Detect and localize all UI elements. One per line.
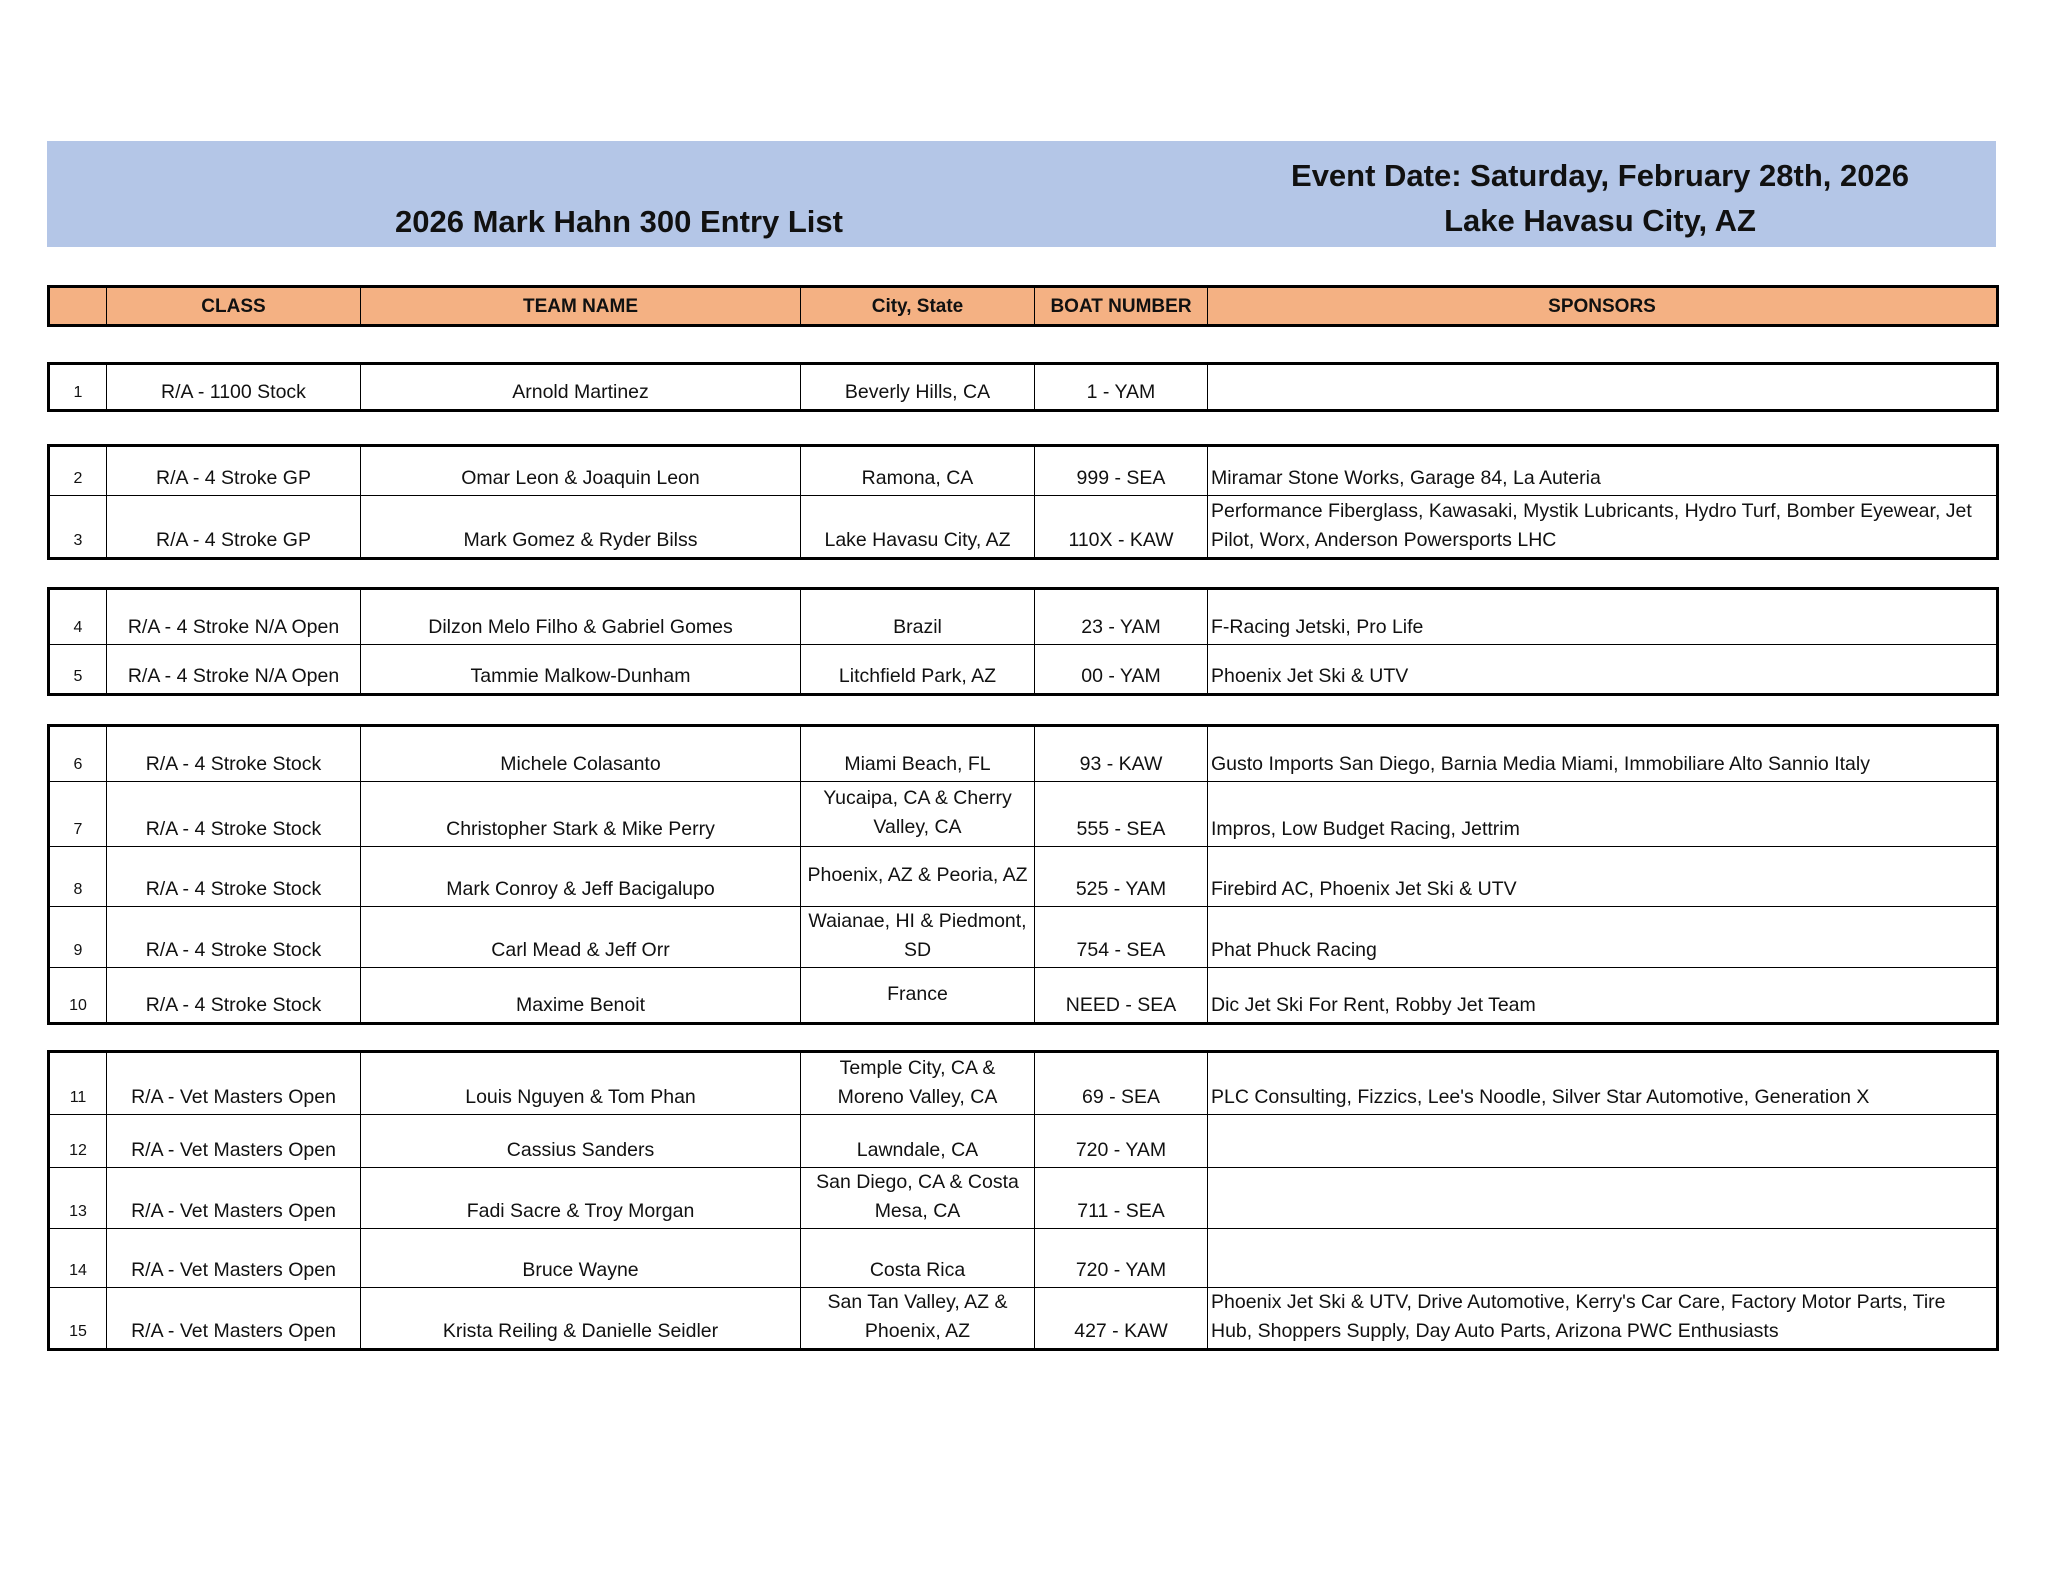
- entry-boat: 110X - KAW: [1035, 496, 1208, 559]
- entry-number: 9: [49, 907, 107, 968]
- table-row: [49, 364, 1998, 411]
- entry-boat: 23 - YAM: [1035, 589, 1208, 645]
- entry-sponsors: [1208, 364, 1998, 411]
- col-class-header: CLASS: [107, 287, 361, 326]
- entry-team: Maxime Benoit: [361, 968, 801, 1024]
- table-row: [49, 496, 1998, 559]
- entry-boat: 999 - SEA: [1035, 446, 1208, 496]
- entry-boat: 711 - SEA: [1035, 1168, 1208, 1229]
- table-row: [49, 847, 1998, 907]
- table-row: [49, 1229, 1998, 1288]
- entry-team: Krista Reiling & Danielle Seidler: [361, 1288, 801, 1350]
- entry-sponsors: PLC Consulting, Fizzics, Lee's Noodle, Silver Star Automotive, Generation X: [1208, 1052, 1998, 1115]
- entry-team: Carl Mead & Jeff Orr: [361, 907, 801, 968]
- entry-class: R/A - 4 Stroke Stock: [107, 726, 361, 782]
- entry-sponsors: Miramar Stone Works, Garage 84, La Auteria: [1208, 446, 1998, 496]
- entry-class: R/A - 4 Stroke Stock: [107, 847, 361, 907]
- entry-sponsors: Phoenix Jet Ski & UTV, Drive Automotive, Kerry's Car Care, Factory Motor Parts, Tire Hub, Shoppers Supply, Day Auto Parts, Arizona PWC Enthusiasts: [1208, 1288, 1998, 1350]
- page-title: 2026 Mark Hahn 300 Entry List: [395, 204, 843, 239]
- entry-number: 6: [49, 726, 107, 782]
- entry-number: 8: [49, 847, 107, 907]
- col-num-header: [49, 287, 107, 326]
- event-location: Lake Havasu City, AZ: [1444, 203, 1756, 238]
- entry-boat: 00 - YAM: [1035, 645, 1208, 695]
- entry-city: France: [801, 968, 1035, 1024]
- entry-team: Michele Colasanto: [361, 726, 801, 782]
- entry-class: R/A - Vet Masters Open: [107, 1115, 361, 1168]
- table-row: [49, 1288, 1998, 1350]
- table-row: [49, 968, 1998, 1024]
- entry-boat: 555 - SEA: [1035, 782, 1208, 847]
- entry-boat: 525 - YAM: [1035, 847, 1208, 907]
- entry-boat: 69 - SEA: [1035, 1052, 1208, 1115]
- table-row: [49, 907, 1998, 968]
- entry-class: R/A - Vet Masters Open: [107, 1168, 361, 1229]
- entry-number: 1: [49, 364, 107, 411]
- class-group-4-stroke-gp: [47, 444, 1999, 560]
- entry-class: R/A - Vet Masters Open: [107, 1052, 361, 1115]
- entry-team: Cassius Sanders: [361, 1115, 801, 1168]
- entry-number: 11: [49, 1052, 107, 1115]
- column-header-table: [47, 285, 1999, 327]
- event-date: Event Date: Saturday, February 28th, 2026: [1291, 158, 1909, 193]
- entry-team: Fadi Sacre & Troy Morgan: [361, 1168, 801, 1229]
- entry-number: 12: [49, 1115, 107, 1168]
- col-city-header: City, State: [801, 287, 1035, 326]
- column-header-row: [49, 287, 1998, 326]
- table-row: [49, 645, 1998, 695]
- entry-city: Ramona, CA: [801, 446, 1035, 496]
- col-team-header: TEAM NAME: [361, 287, 801, 326]
- entry-number: 14: [49, 1229, 107, 1288]
- entry-number: 4: [49, 589, 107, 645]
- table-row: [49, 446, 1998, 496]
- entry-sponsors: Impros, Low Budget Racing, Jettrim: [1208, 782, 1998, 847]
- entry-city: Waianae, HI & Piedmont, SD: [801, 907, 1035, 968]
- entry-number: 10: [49, 968, 107, 1024]
- entry-city: San Tan Valley, AZ & Phoenix, AZ: [801, 1288, 1035, 1350]
- entry-team: Dilzon Melo Filho & Gabriel Gomes: [361, 589, 801, 645]
- entry-team: Tammie Malkow-Dunham: [361, 645, 801, 695]
- entry-city: Brazil: [801, 589, 1035, 645]
- entry-class: R/A - Vet Masters Open: [107, 1288, 361, 1350]
- entry-team: Mark Conroy & Jeff Bacigalupo: [361, 847, 801, 907]
- entry-sponsors: F-Racing Jetski, Pro Life: [1208, 589, 1998, 645]
- entry-city: Costa Rica: [801, 1229, 1035, 1288]
- table-row: [49, 726, 1998, 782]
- entry-class: R/A - 4 Stroke N/A Open: [107, 645, 361, 695]
- table-row: [49, 1115, 1998, 1168]
- entry-number: 5: [49, 645, 107, 695]
- col-sponsors-header: SPONSORS: [1208, 287, 1998, 326]
- entry-boat: 427 - KAW: [1035, 1288, 1208, 1350]
- table-row: [49, 1052, 1998, 1115]
- entry-team: Omar Leon & Joaquin Leon: [361, 446, 801, 496]
- entry-number: 15: [49, 1288, 107, 1350]
- entry-city: Yucaipa, CA & Cherry Valley, CA: [801, 782, 1035, 847]
- entry-city: Miami Beach, FL: [801, 726, 1035, 782]
- entry-sponsors: [1208, 1229, 1998, 1288]
- col-boat-header: BOAT NUMBER: [1035, 287, 1208, 326]
- entry-boat: 754 - SEA: [1035, 907, 1208, 968]
- entry-number: 3: [49, 496, 107, 559]
- table-row: [49, 1168, 1998, 1229]
- entry-number: 7: [49, 782, 107, 847]
- class-group-4-stroke-stock: [47, 724, 1999, 1025]
- class-group-vet-masters-open: [47, 1050, 1999, 1351]
- entry-team: Christopher Stark & Mike Perry: [361, 782, 801, 847]
- entry-sponsors: Phat Phuck Racing: [1208, 907, 1998, 968]
- entry-team: Louis Nguyen & Tom Phan: [361, 1052, 801, 1115]
- entry-city: Lake Havasu City, AZ: [801, 496, 1035, 559]
- entry-city: San Diego, CA & Costa Mesa, CA: [801, 1168, 1035, 1229]
- entry-class: R/A - 4 Stroke Stock: [107, 782, 361, 847]
- class-group-1100-stock: [47, 362, 1999, 412]
- entry-class: R/A - 4 Stroke Stock: [107, 907, 361, 968]
- entry-city: Phoenix, AZ & Peoria, AZ: [801, 847, 1035, 907]
- entry-sponsors: Firebird AC, Phoenix Jet Ski & UTV: [1208, 847, 1998, 907]
- table-row: [49, 782, 1998, 847]
- entry-sponsors: [1208, 1168, 1998, 1229]
- entry-class: R/A - 4 Stroke GP: [107, 496, 361, 559]
- entry-city: Temple City, CA & Moreno Valley, CA: [801, 1052, 1035, 1115]
- entry-boat: 720 - YAM: [1035, 1229, 1208, 1288]
- entry-class: R/A - 1100 Stock: [107, 364, 361, 411]
- entry-number: 2: [49, 446, 107, 496]
- entry-class: R/A - 4 Stroke N/A Open: [107, 589, 361, 645]
- entry-class: R/A - 4 Stroke Stock: [107, 968, 361, 1024]
- table-row: [49, 589, 1998, 645]
- entry-team: Bruce Wayne: [361, 1229, 801, 1288]
- entry-sponsors: Performance Fiberglass, Kawasaki, Mystik Lubricants, Hydro Turf, Bomber Eyewear, Jet Pilot, Worx, Anderson Powersports LHC: [1208, 496, 1998, 559]
- entry-city: Beverly Hills, CA: [801, 364, 1035, 411]
- entry-city: Lawndale, CA: [801, 1115, 1035, 1168]
- entry-number: 13: [49, 1168, 107, 1229]
- entry-boat: 93 - KAW: [1035, 726, 1208, 782]
- entry-class: R/A - Vet Masters Open: [107, 1229, 361, 1288]
- class-group-4-stroke-na-open: [47, 587, 1999, 696]
- entry-team: Arnold Martinez: [361, 364, 801, 411]
- entry-sponsors: Phoenix Jet Ski & UTV: [1208, 645, 1998, 695]
- entry-city: Litchfield Park, AZ: [801, 645, 1035, 695]
- entry-boat: 1 - YAM: [1035, 364, 1208, 411]
- entry-sponsors: Dic Jet Ski For Rent, Robby Jet Team: [1208, 968, 1998, 1024]
- entry-boat: NEED - SEA: [1035, 968, 1208, 1024]
- entry-sponsors: [1208, 1115, 1998, 1168]
- entry-boat: 720 - YAM: [1035, 1115, 1208, 1168]
- entry-class: R/A - 4 Stroke GP: [107, 446, 361, 496]
- entry-sponsors: Gusto Imports San Diego, Barnia Media Miami, Immobiliare Alto Sannio Italy: [1208, 726, 1998, 782]
- entry-team: Mark Gomez & Ryder Bilss: [361, 496, 801, 559]
